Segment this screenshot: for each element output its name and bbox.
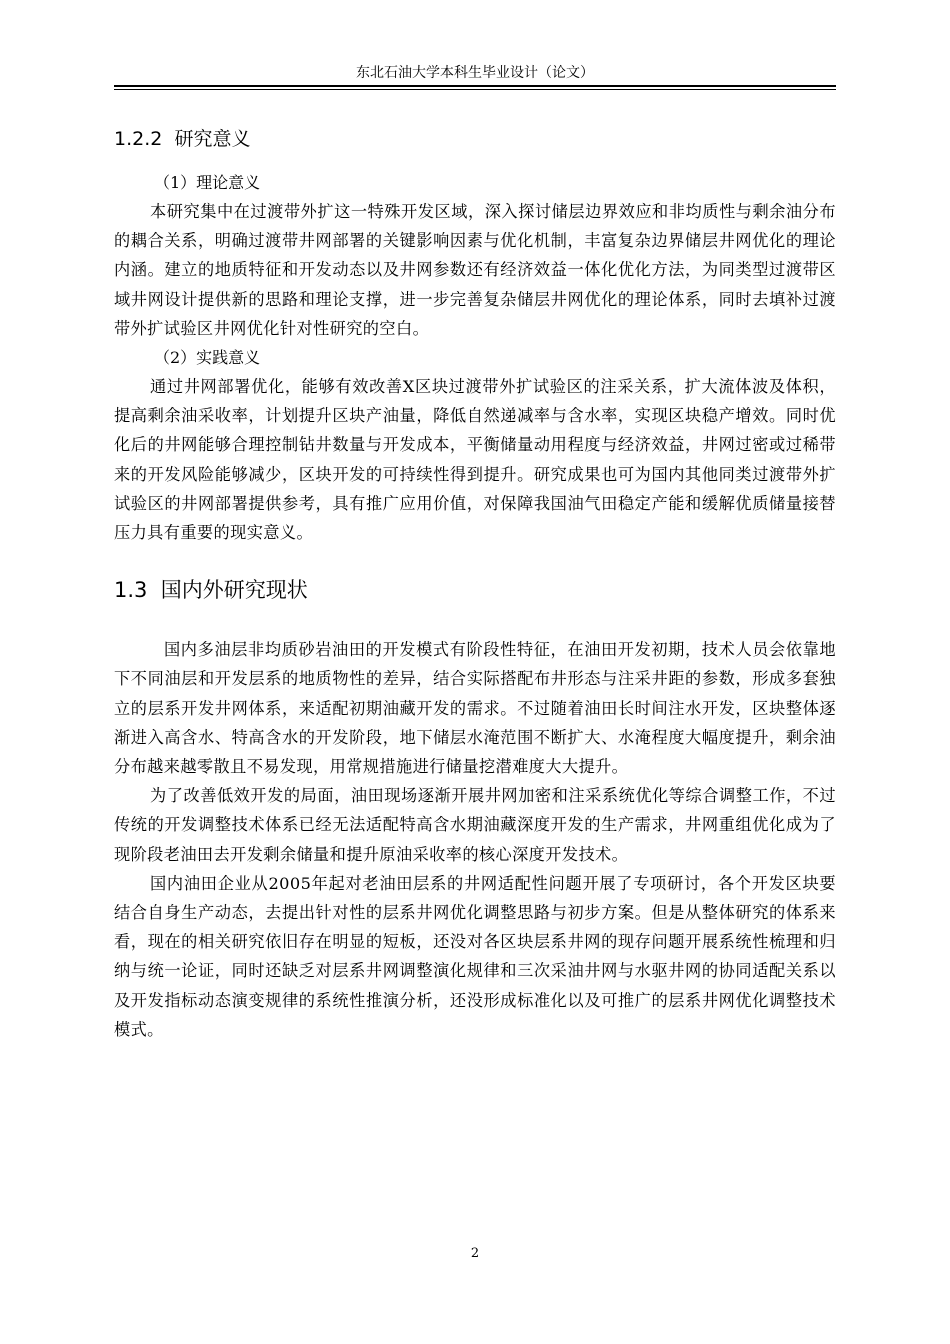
section-heading-1-3 xyxy=(114,573,836,607)
subheading-practice: （2）实践意义 xyxy=(154,348,261,368)
section-title: 国内外研究现状 xyxy=(160,578,308,603)
page-number: 2 xyxy=(470,1246,480,1261)
section-number: 1.3 xyxy=(114,578,148,603)
section-title: 研究意义 xyxy=(174,128,251,150)
paragraph: 国内油田企业从2005年起对老油田层系的井网适配性问题开展了专项研讨，各个开发区块要结合自身生产动态，去提出针对性的层系井网优化调整思路与初步方案。但是从整体研究的体系来看，现在的相关研究依旧存在明显的短板，还没对各区块层系井网的现存问题开展系统性梳理和归纳与统一论证，同时还缺乏对层系井网调整演化规律和三次采油井网与水驱井网的协同适配关系以及开发指标动态演变规律的系统性推演分析，还没形成标准化以及可推广的层系井网优化调整技术模式。 xyxy=(114,873,836,1039)
paragraph: 通过井网部署优化，能够有效改善X区块过渡带外扩试验区的注采关系，扩大流体波及体积，提高剩余油采收率，计划提升区块产油量，降低自然递减率与含水率，实现区块稳产增效。同时优化后的井网能够合理控制钻井数量与开发成本，平衡储量动用程度与经济效益，井网过密或过稀带来的开发风险能够减少，区块开发的可持续性得到提升。研究成果也可为国内其他同类过渡带外扩试验区的井网部署提供参考，具有推广应用价值，对保障我国油气田稳定产能和缓解优质储量接替压力具有重要的现实意义。 xyxy=(114,377,836,543)
header-rule xyxy=(114,85,836,87)
header-rule-thin xyxy=(114,89,836,90)
paragraph: 为了改善低效开发的局面，油田现场逐渐开展井网加密和注采系统优化等综合调整工作，不过传统的开发调整技术体系已经无法适配特高含水期油藏深度开发的生产需求，井网重组优化成为了现阶段老油田去开发剩余储量和提升原油采收率的核心深度开发技术。 xyxy=(114,786,836,864)
subheading-theory: （1）理论意义 xyxy=(154,173,261,192)
running-header: 东北石油大学本科生毕业设计（论文） xyxy=(356,65,594,81)
section-number: 1.2.2 xyxy=(114,128,163,150)
paragraph: 本研究集中在过渡带外扩这一特殊开发区域，深入探讨储层边界效应和非均质性与剩余油分布的耦合关系，明确过渡带井网部署的关键影响因素与优化机制，丰富复杂边界储层井网优化的理论内涵。建立的地质特征和开发动态以及井网参数还有经济效益一体化优化方法，为同类型过渡带区域井网设计提供新的思路和理论支撑，进一步完善复杂储层井网优化的理论体系，同时去填补过渡带外扩试验区井网优化针对性研究的空白。 xyxy=(114,202,836,338)
page-body xyxy=(114,124,836,1044)
section-heading-1-2-2 xyxy=(114,124,836,154)
paragraph: 国内多油层非均质砂岩油田的开发模式有阶段性特征，在油田开发初期，技术人员会依靠地下不同油层和开发层系的地质物性的差异，结合实际搭配布井形态与注采井距的参数，形成多套独立的层系开发井网体系，来适配初期油藏开发的需求。不过随着油田长时间注水开发，区块整体逐渐进入高含水、特高含水的开发阶段，地下储层水淹范围不断扩大、水淹程度大幅度提升，剩余油分布越来越零散且不易发现，用常规措施进行储量挖潜难度大大提升。 xyxy=(114,640,836,777)
